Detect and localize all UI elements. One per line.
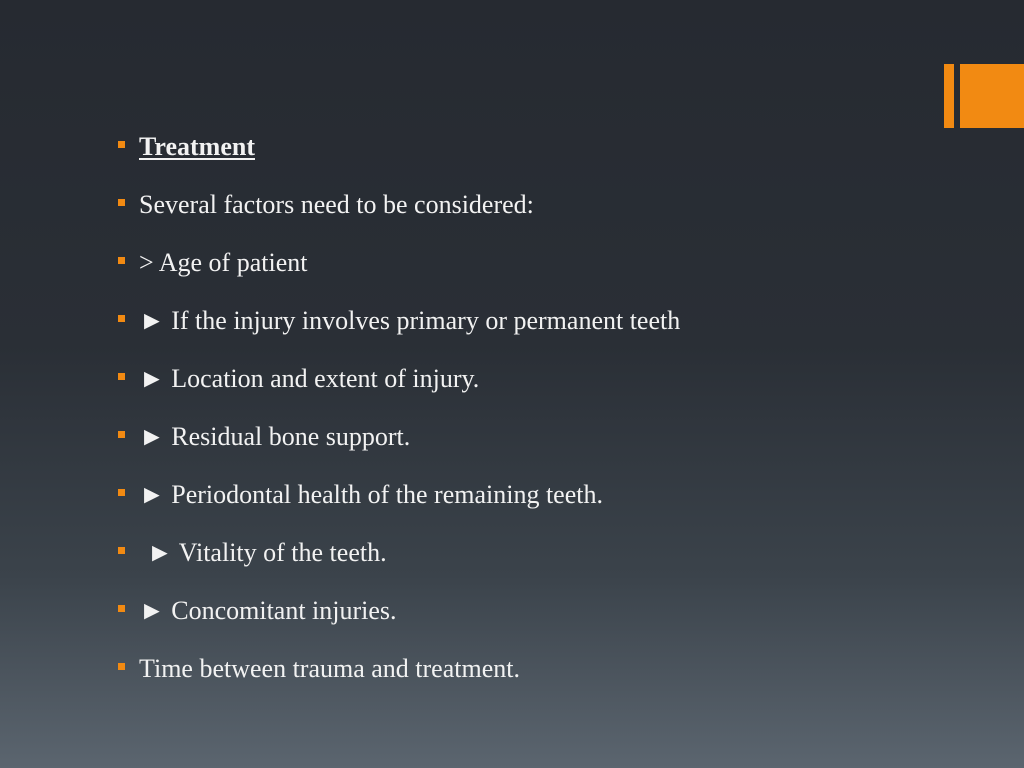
bullet-text: ► Location and extent of injury. (139, 364, 480, 393)
bullet-text: Time between trauma and treatment. (139, 654, 520, 683)
bullet-item-bone-support (118, 408, 918, 466)
bullet-item-age (118, 234, 918, 292)
bullet-item-primary-permanent (118, 292, 918, 350)
square-bullet-icon (118, 257, 125, 264)
bullet-text: ► If the injury involves primary or permanent teeth (139, 306, 681, 335)
corner-accent-decoration (944, 64, 1024, 128)
bullet-text: ► Periodontal health of the remaining teeth. (139, 480, 603, 509)
slide-content (118, 118, 918, 698)
bullet-text: ► Residual bone support. (139, 422, 411, 451)
square-bullet-icon (118, 489, 125, 496)
square-bullet-icon (118, 663, 125, 670)
square-bullet-icon (118, 431, 125, 438)
accent-bar-thin (944, 64, 954, 128)
bullet-item-treatment (118, 118, 918, 176)
square-bullet-icon (118, 605, 125, 612)
bullet-item-concomitant (118, 582, 918, 640)
bullet-list (118, 118, 918, 698)
bullet-text: ► Vitality of the teeth. (147, 538, 387, 567)
bullet-item-location (118, 350, 918, 408)
bullet-item-vitality (118, 524, 918, 582)
square-bullet-icon (118, 141, 125, 148)
slide-heading: Treatment (139, 132, 255, 161)
accent-bar-thick (960, 64, 1024, 128)
square-bullet-icon (118, 199, 125, 206)
square-bullet-icon (118, 315, 125, 322)
bullet-text: Several factors need to be considered: (139, 190, 534, 219)
bullet-item-factors (118, 176, 918, 234)
bullet-text: ► Concomitant injuries. (139, 596, 397, 625)
bullet-text: > Age of patient (139, 248, 308, 277)
square-bullet-icon (118, 547, 125, 554)
square-bullet-icon (118, 373, 125, 380)
bullet-item-periodontal (118, 466, 918, 524)
bullet-item-time (118, 640, 918, 698)
